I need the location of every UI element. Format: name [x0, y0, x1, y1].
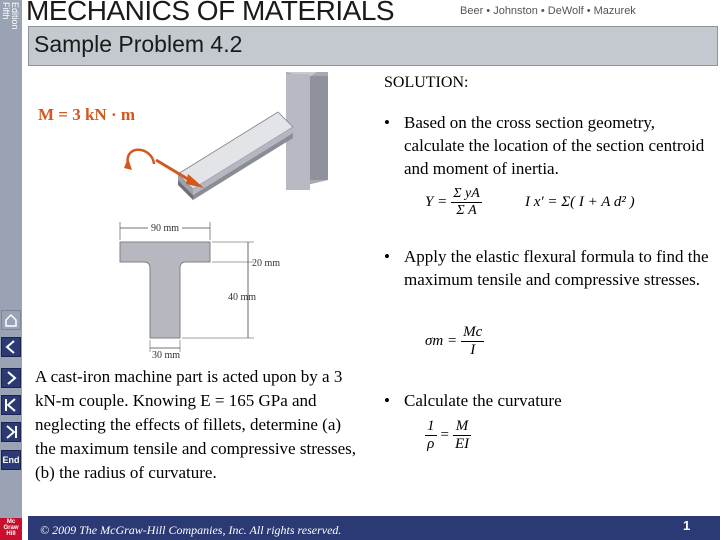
centroid-formula	[425, 186, 482, 219]
edition-word: Edition	[10, 2, 20, 30]
curvature-numerator-right: M	[453, 418, 471, 436]
edition-number: Fifth	[1, 2, 11, 20]
previous-icon[interactable]	[1, 337, 21, 357]
solution-heading: SOLUTION:	[384, 74, 469, 91]
first-icon[interactable]	[1, 395, 21, 415]
slide-title: Sample Problem 4.2	[34, 31, 243, 57]
book-title: MECHANICS OF MATERIALS	[26, 0, 395, 26]
moment-curl	[128, 150, 154, 164]
last-icon[interactable]	[1, 422, 21, 442]
dim-web-label: 30 mm	[152, 350, 181, 358]
bullet-dot: •	[384, 113, 390, 132]
wall-edge	[310, 76, 328, 180]
book-authors: Beer • Johnston • DeWolf • Mazurek	[460, 5, 636, 17]
copyright-notice: © 2009 The McGraw-Hill Companies, Inc. All rights reserved.	[40, 523, 342, 537]
flexure-lhs: σm =	[425, 333, 458, 349]
bracket-figure	[28, 72, 328, 222]
t-section-shape	[120, 242, 210, 338]
centroid-lhs: Y =	[425, 194, 448, 210]
curvature-denominator-right: EI	[454, 436, 470, 452]
bullet-item	[384, 111, 709, 180]
curvature-equals: =	[440, 427, 449, 443]
inertia-formula: I x' = Σ( I + A d² )	[525, 194, 635, 210]
bullet-dot: •	[384, 391, 390, 410]
dim-height-label: 40 mm	[228, 292, 257, 303]
t-section-figure	[100, 218, 330, 358]
dim-width-label: 90 mm	[150, 223, 180, 234]
bullet-dot: •	[384, 247, 390, 266]
bullet-text: Apply the elastic flexural formula to find the maximum tensile and compressive stresses.	[404, 247, 709, 289]
centroid-numerator: Σ yA	[453, 186, 480, 201]
bullet-text: Calculate the curvature	[404, 391, 562, 410]
flexure-denominator: I	[470, 342, 476, 358]
logo-line: Mc	[6, 519, 16, 525]
curvature-numerator-left: 1	[427, 418, 435, 434]
flexure-numerator: Mc	[463, 324, 483, 340]
logo-line: Graw	[3, 525, 19, 531]
moment-curl-head	[124, 158, 132, 170]
next-icon[interactable]	[1, 368, 21, 388]
logo-line: Hill	[6, 531, 16, 537]
problem-statement: A cast-iron machine part is acted upon by a 3 kN-m couple. Knowing E = 165 GPa and neglecting the effects of fillets, determine (a) the maximum tensile and compressive stresses, (b) the radius of curvature.	[35, 367, 357, 482]
curvature-denominator-left: ρ	[427, 436, 435, 452]
flexure-formula	[425, 324, 484, 359]
bullet-item	[384, 389, 709, 412]
flange-top	[178, 112, 293, 189]
curvature-formula	[425, 418, 471, 453]
home-icon[interactable]	[1, 310, 21, 330]
end-button[interactable]: End	[1, 450, 21, 470]
mcgraw-hill-logo	[0, 518, 22, 540]
dim-flange-label: 20 mm	[252, 258, 281, 269]
moment-label: M = 3 kN · m	[38, 105, 136, 124]
bullet-text: Based on the cross section geometry, calculate the location of the section centroid and moment of inertia.	[404, 113, 705, 178]
page-number: 1	[683, 518, 691, 533]
edition-label	[1, 2, 21, 42]
centroid-denominator: Σ A	[456, 203, 477, 218]
bullet-item	[384, 245, 709, 291]
